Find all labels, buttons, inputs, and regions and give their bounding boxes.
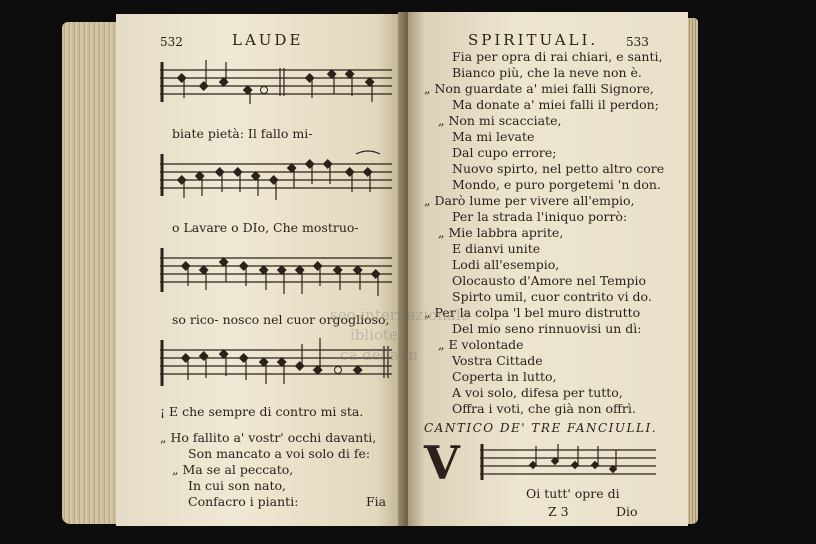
decorated-initial: V	[424, 436, 460, 490]
lyric-line-1: biate pietà: Il fallo mi-	[172, 126, 313, 141]
music-staff-2	[160, 150, 392, 204]
right-verse-line: Nuovo spirto, nel petto altro core	[452, 161, 665, 176]
left-verse-line: Son mancato a voi solo di fe:	[188, 446, 371, 461]
right-verse-line: Fia per opra di rai chiari, e santi,	[452, 49, 663, 64]
right-verse-line: „ Non mi scacciate,	[438, 113, 562, 128]
right-verse-line: Lodi all'esempio,	[452, 257, 560, 272]
right-catchword: Dio	[616, 504, 638, 519]
music-staff-3	[160, 244, 392, 302]
right-verse-line: Del mio seno rinnuovisi un dì:	[452, 321, 642, 336]
right-verse-line: Olocausto d'Amore nel Tempio	[452, 273, 646, 288]
left-verse-line: Confacro i pianti:	[188, 494, 299, 509]
right-verse-line: Dal cupo errore;	[452, 145, 557, 160]
left-verse-line: „ Ho fallito a' vostr' occhi davanti,	[160, 430, 377, 445]
right-verse-line: „ E volontade	[438, 337, 524, 352]
canticle-lyric: Oi tutt' opre di	[526, 486, 620, 501]
left-verse-line: „ Ma se al peccato,	[172, 462, 294, 477]
left-page-number: 532	[160, 35, 183, 49]
left-verse-line: In cui son nato,	[188, 478, 286, 493]
lyric-line-2: o Lavare o DIo, Che mostruo-	[172, 220, 359, 235]
right-verse-line: Bianco più, che la neve non è.	[452, 65, 642, 80]
watermark-line: seo internazionale	[330, 306, 470, 324]
right-verse-line: E dianvi unite	[452, 241, 541, 256]
right-verse-line: „ Darò lume per vivere all'empio,	[424, 193, 635, 208]
right-page-number: 533	[626, 35, 649, 49]
section-title: CANTICO DE' TRE FANCIULLI.	[424, 421, 658, 435]
right-verse-line: Per la strada l'iniquo porrò:	[452, 209, 628, 224]
right-verse-line: „ Mie labbra aprite,	[438, 225, 564, 240]
music-staff-canticle	[480, 442, 656, 482]
right-verse-line: Mondo, e puro porgetemi 'n don.	[452, 177, 661, 192]
right-verse-line: Ma donate a' miei falli il perdon;	[452, 97, 659, 112]
lyric-line-4: ¡ E che sempre di contro mi sta.	[160, 404, 364, 419]
left-running-head: LAUDE	[232, 31, 304, 49]
right-verse-line: Spirto umil, cuor contrito vi do.	[452, 289, 652, 304]
right-verse-line: Coperta in lutto,	[452, 369, 557, 384]
signature-mark: Z 3	[548, 504, 569, 519]
right-verse-line: Vostra Cittade	[452, 353, 543, 368]
lyric-line-3: so rico- nosco nel cuor orgoglioso,	[172, 312, 390, 327]
right-running-head: SPIRITUALI.	[468, 31, 599, 49]
page-block-edges-left	[62, 22, 120, 524]
music-staff-1	[160, 58, 392, 108]
watermark-line: ca della m	[340, 346, 419, 364]
right-verse-line: „ Per la colpa 'l bel muro distrutto	[424, 305, 641, 320]
right-verse-line: Ma mi levate	[452, 129, 535, 144]
right-verse-line: Offra i voti, che già non offrì.	[452, 401, 636, 416]
right-verse-line: A voi solo, difesa per tutto,	[452, 385, 623, 400]
left-catchword: Fia	[366, 494, 387, 509]
right-verse-line: „ Non guardate a' miei falli Signore,	[424, 81, 654, 96]
watermark-line: ibliote	[350, 326, 398, 344]
